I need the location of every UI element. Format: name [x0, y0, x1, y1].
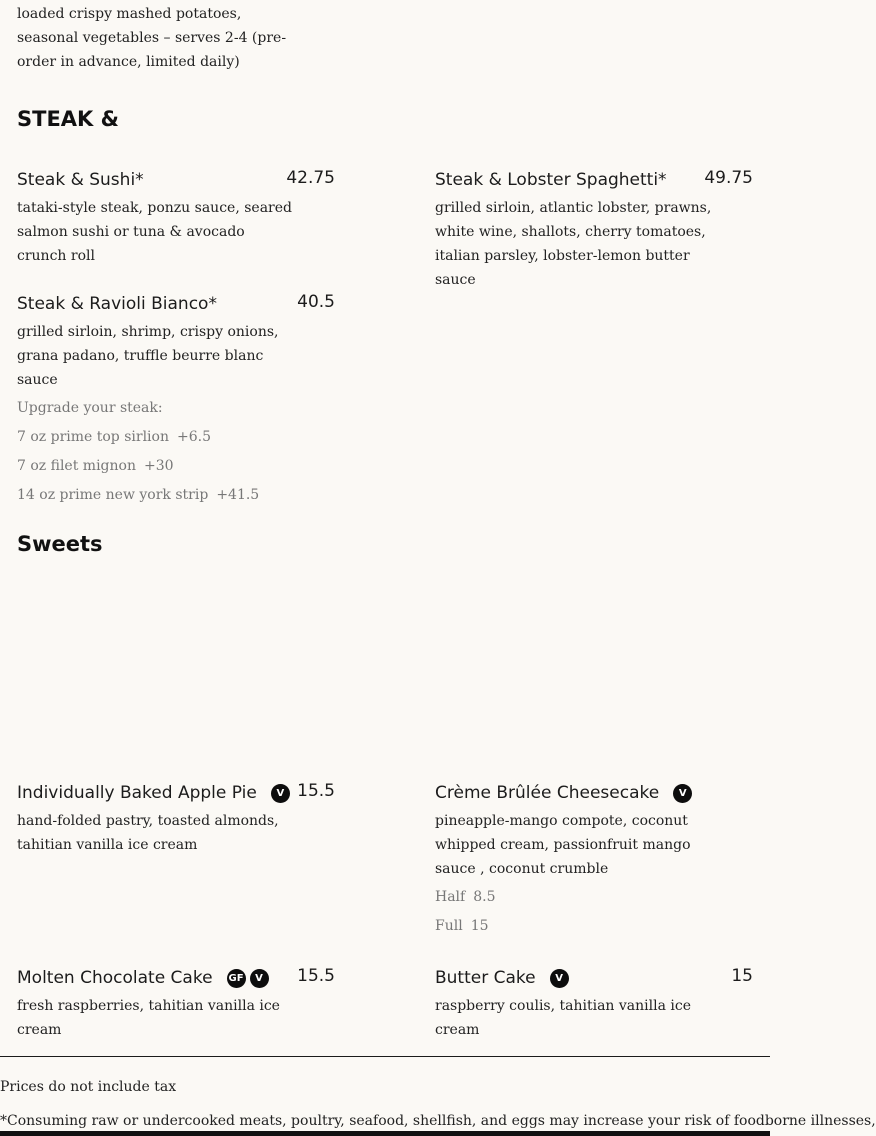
option-price: 15	[470, 918, 489, 934]
upgrade-option[interactable]	[17, 452, 335, 481]
item-price: 40.5	[297, 292, 335, 312]
option-label: 7 oz prime top sirlion	[17, 429, 169, 445]
upgrade-option[interactable]	[17, 481, 335, 510]
menu-item-steak-lobster-spaghetti[interactable]	[435, 170, 753, 292]
upgrade-label: Upgrade your steak:	[17, 400, 163, 416]
vegetarian-badge-icon: V	[550, 969, 569, 988]
item-description: raspberry coulis, tahitian vanilla ice cream	[435, 998, 691, 1038]
menu-item-butter-cake[interactable]	[435, 968, 753, 1042]
option-label: Full	[435, 918, 463, 934]
food-safety-warning: *Consuming raw or undercooked meats, poultry, seafood, shellfish, and eggs may increase your risk of foodborne illnesses,	[0, 1113, 876, 1129]
footer-divider	[0, 1056, 770, 1057]
previous-item-description: loaded crispy mashed potatoes, seasonal vegetables – serves 2-4 (pre-order in advance, limited daily)	[17, 6, 287, 70]
item-price: 15	[731, 966, 753, 986]
bottom-bar	[0, 1131, 770, 1136]
menu-item-creme-brulee-cheesecake[interactable]	[435, 783, 753, 941]
item-description: hand-folded pastry, toasted almonds, tahitian vanilla ice cream	[17, 813, 279, 853]
item-price: 49.75	[704, 168, 753, 188]
section-title-steak: STEAK &	[17, 107, 119, 131]
item-description: grilled sirloin, atlantic lobster, prawns, white wine, shallots, cherry tomatoes, italian parsley, lobster-lemon butter sauce	[435, 200, 712, 288]
item-description: pineapple-mango compote, coconut whipped cream, passionfruit mango sauce , coconut crumble	[435, 813, 691, 877]
item-price: 15.5	[297, 966, 335, 986]
item-name: Individually Baked Apple Pie	[17, 783, 257, 803]
section-title-sweets: Sweets	[17, 532, 103, 556]
size-option-half[interactable]	[435, 883, 753, 912]
item-name: Butter Cake	[435, 968, 536, 988]
item-name: Crème Brûlée Cheesecake	[435, 783, 660, 803]
item-description: tataki-style steak, ponzu sauce, seared salmon sushi or tuna & avocado crunch roll	[17, 200, 292, 264]
item-price: 15.5	[297, 781, 335, 801]
item-name: Steak & Sushi*	[17, 170, 144, 190]
tax-note: Prices do not include tax	[0, 1079, 177, 1095]
size-option-full[interactable]	[435, 912, 753, 941]
upgrade-option[interactable]	[17, 423, 335, 452]
vegetarian-badge-icon: V	[673, 784, 692, 803]
option-price: 8.5	[473, 889, 496, 905]
item-price: 42.75	[286, 168, 335, 188]
item-name: Molten Chocolate Cake	[17, 968, 213, 988]
option-price: +41.5	[216, 487, 260, 503]
item-description: grilled sirloin, shrimp, crispy onions, grana padano, truffle beurre blanc sauce	[17, 324, 279, 388]
item-name: Steak & Ravioli Bianco*	[17, 294, 217, 314]
menu-item-steak-ravioli-bianco[interactable]	[17, 294, 335, 510]
option-price: +6.5	[176, 429, 211, 445]
menu-item-molten-chocolate-cake[interactable]	[17, 968, 335, 1042]
menu-item-apple-pie[interactable]	[17, 783, 335, 857]
item-description: fresh raspberries, tahitian vanilla ice cream	[17, 998, 280, 1038]
vegetarian-badge-icon: V	[250, 969, 269, 988]
vegetarian-badge-icon: V	[271, 784, 290, 803]
option-label: 14 oz prime new york strip	[17, 487, 209, 503]
menu-item-steak-sushi[interactable]	[17, 170, 335, 268]
option-price: +30	[143, 458, 174, 474]
option-label: 7 oz filet mignon	[17, 458, 136, 474]
gluten-free-badge-icon: GF	[227, 969, 246, 988]
item-name: Steak & Lobster Spaghetti*	[435, 170, 667, 190]
option-label: Half	[435, 889, 466, 905]
